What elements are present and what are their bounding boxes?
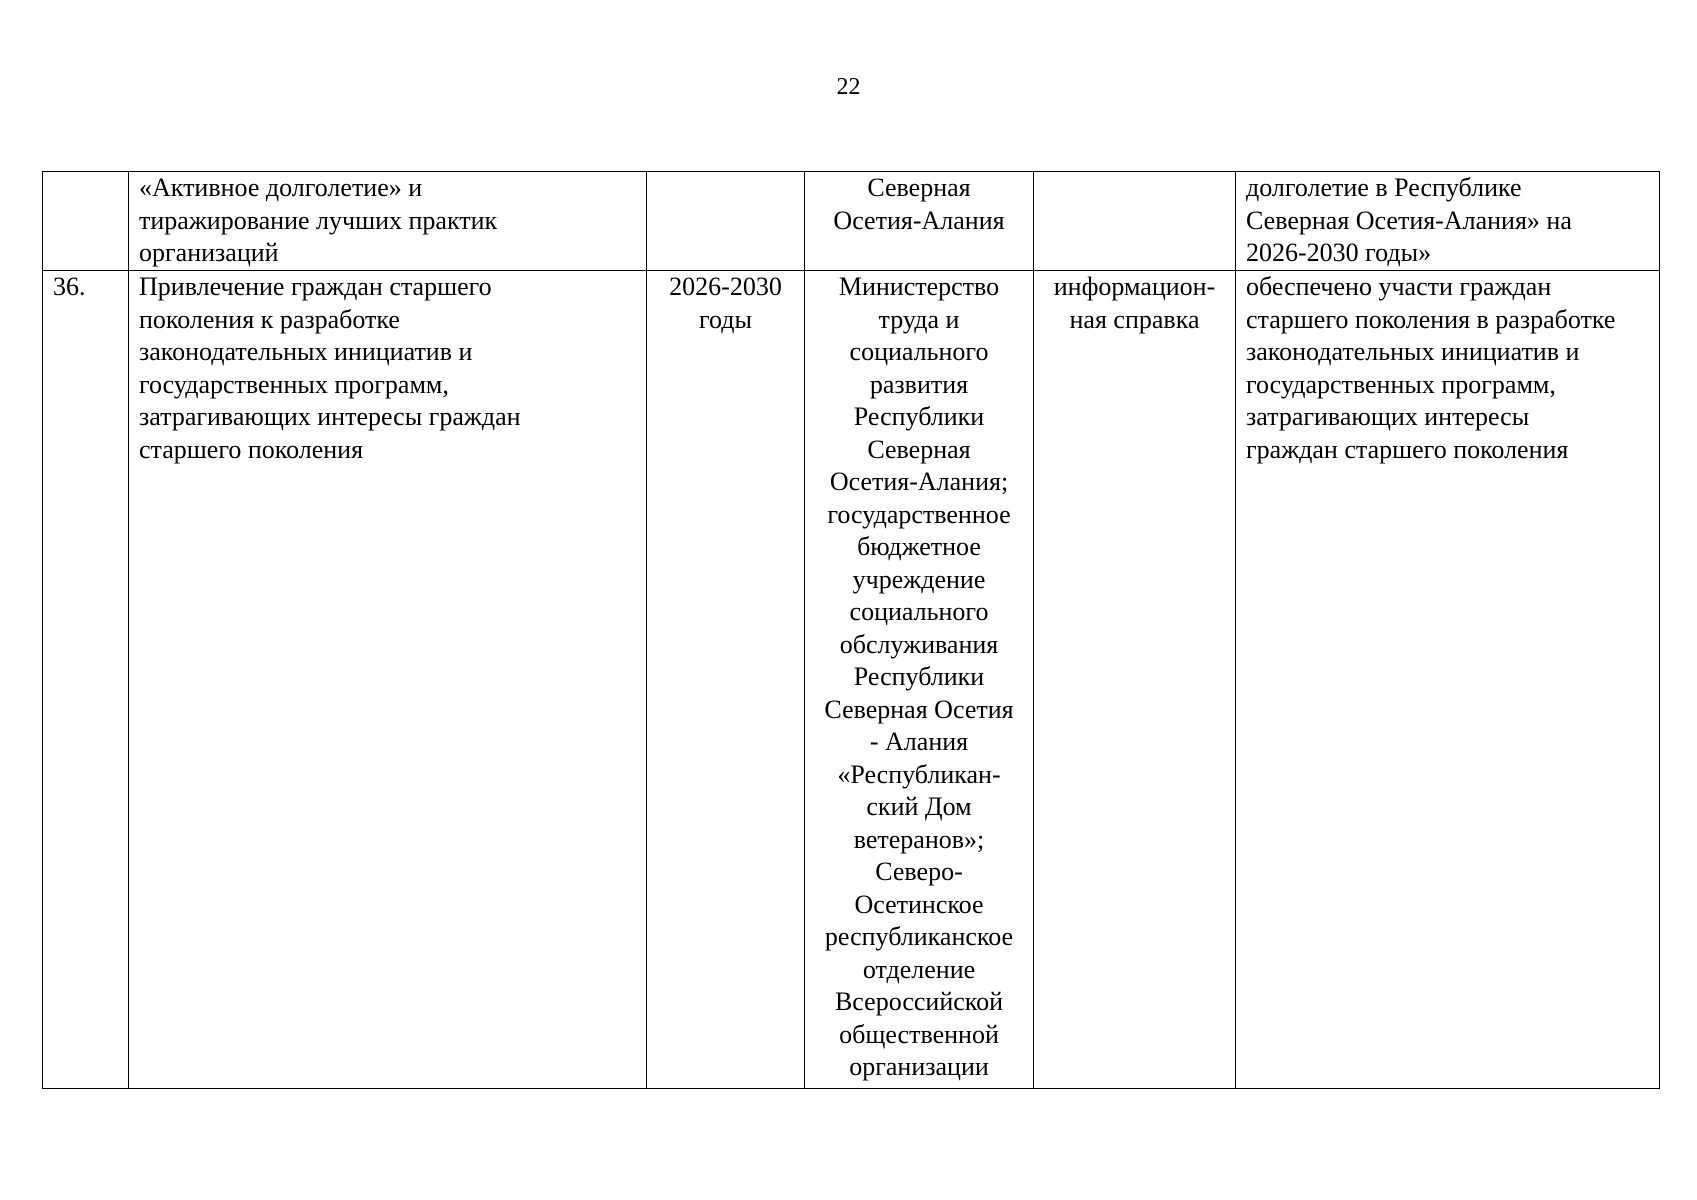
cell-measure-name: Привлечение граждан старшего поколения к разработке законодательных инициатив и государственных программ, затрагивающих интересы граждан старшего поколения <box>129 271 647 1089</box>
cell-expected-result: обеспечено участи граждан старшего поколения в разработке законодательных инициатив и государственных программ, затрагивающих интересы граждан старшего поколения <box>1236 271 1660 1089</box>
page-number: 22 <box>836 74 861 100</box>
measures-table <box>42 171 1660 1089</box>
cell-number: 36. <box>43 271 129 1089</box>
cell-expected-result: долголетие в Республике Северная Осетия-Алания» на 2026-2030 годы» <box>1236 172 1660 271</box>
cell-executor: Министерство труда и социального развития Республики Северная Осетия-Алания; государственное бюджетное учреждение социального обслуживания Республики Северная Осетия - Алания «Республикан- ский Дом ветеранов»; Северо- Осетинское республиканское отделение Всероссийской общественной организации <box>805 271 1034 1089</box>
cell-measure-name: «Активное долголетие» и тиражирование лучших практик организаций <box>129 172 647 271</box>
cell-completion-form <box>1034 172 1236 271</box>
cell-term: 2026-2030 годы <box>647 271 805 1089</box>
cell-number <box>43 172 129 271</box>
cell-executor: Северная Осетия-Алания <box>805 172 1034 271</box>
table-row <box>43 271 1660 1089</box>
cell-term <box>647 172 805 271</box>
cell-completion-form: информацион- ная справка <box>1034 271 1236 1089</box>
table-row <box>43 172 1660 271</box>
